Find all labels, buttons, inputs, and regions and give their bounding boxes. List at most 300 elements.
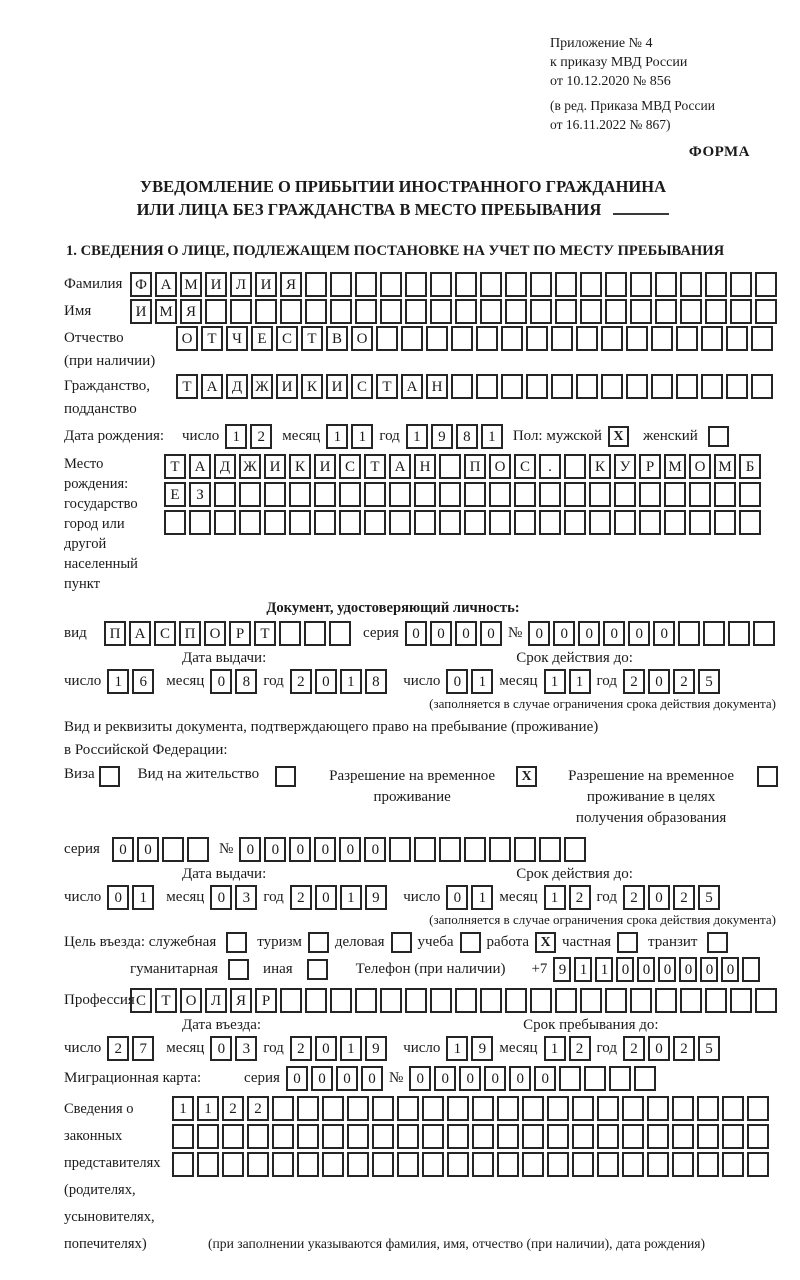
char-cell[interactable]: 0 — [405, 621, 427, 646]
char-cell[interactable]: 0 — [484, 1066, 506, 1091]
char-cell[interactable] — [464, 837, 486, 862]
char-cell[interactable] — [264, 482, 286, 507]
char-cell[interactable]: 1 — [326, 424, 348, 449]
char-cell[interactable]: Ж — [251, 374, 273, 399]
char-cell[interactable]: 0 — [314, 837, 336, 862]
char-cell[interactable] — [739, 482, 761, 507]
checkbox-visa[interactable] — [99, 766, 120, 787]
char-cell[interactable] — [347, 1152, 369, 1177]
char-cell[interactable] — [376, 326, 398, 351]
char-cell[interactable]: 1 — [544, 669, 566, 694]
char-cell[interactable] — [455, 299, 477, 324]
char-cell[interactable] — [405, 299, 427, 324]
char-cell[interactable]: Т — [176, 374, 198, 399]
char-cell[interactable] — [622, 1124, 644, 1149]
char-cell[interactable] — [455, 272, 477, 297]
char-cell[interactable] — [705, 299, 727, 324]
char-cell[interactable] — [747, 1124, 769, 1149]
char-cell[interactable] — [601, 326, 623, 351]
char-cell[interactable] — [747, 1152, 769, 1177]
char-cell[interactable]: 9 — [553, 957, 571, 982]
char-cell[interactable] — [297, 1124, 319, 1149]
char-cell[interactable] — [347, 1096, 369, 1121]
char-cell[interactable] — [497, 1152, 519, 1177]
char-cell[interactable] — [397, 1096, 419, 1121]
char-cell[interactable] — [197, 1152, 219, 1177]
char-cell[interactable] — [339, 482, 361, 507]
char-cell[interactable]: В — [326, 326, 348, 351]
char-cell[interactable] — [726, 326, 748, 351]
char-cell[interactable] — [214, 482, 236, 507]
char-cell[interactable] — [414, 510, 436, 535]
char-cell[interactable]: 0 — [509, 1066, 531, 1091]
char-cell[interactable]: 0 — [637, 957, 655, 982]
char-cell[interactable] — [472, 1152, 494, 1177]
char-cell[interactable] — [162, 837, 184, 862]
char-cell[interactable]: А — [389, 454, 411, 479]
char-cell[interactable]: 7 — [132, 1036, 154, 1061]
char-cell[interactable]: У — [614, 454, 636, 479]
char-cell[interactable] — [597, 1124, 619, 1149]
char-cell[interactable] — [214, 510, 236, 535]
char-cell[interactable] — [705, 272, 727, 297]
char-cell[interactable]: 2 — [673, 1036, 695, 1061]
char-cell[interactable] — [239, 482, 261, 507]
char-cell[interactable]: И — [255, 272, 277, 297]
char-cell[interactable] — [589, 510, 611, 535]
char-cell[interactable] — [664, 482, 686, 507]
char-cell[interactable]: М — [714, 454, 736, 479]
char-cell[interactable] — [514, 510, 536, 535]
char-cell[interactable] — [430, 272, 452, 297]
char-cell[interactable] — [339, 510, 361, 535]
char-cell[interactable] — [564, 510, 586, 535]
char-cell[interactable] — [279, 621, 301, 646]
char-cell[interactable] — [289, 510, 311, 535]
char-cell[interactable] — [589, 482, 611, 507]
char-cell[interactable] — [530, 299, 552, 324]
char-cell[interactable] — [714, 482, 736, 507]
char-cell[interactable] — [426, 326, 448, 351]
char-cell[interactable]: С — [276, 326, 298, 351]
char-cell[interactable]: М — [155, 299, 177, 324]
char-cell[interactable]: 0 — [653, 621, 675, 646]
char-cell[interactable]: А — [155, 272, 177, 297]
char-cell[interactable]: 5 — [698, 669, 720, 694]
char-cell[interactable] — [472, 1096, 494, 1121]
char-cell[interactable] — [680, 988, 702, 1013]
char-cell[interactable] — [705, 988, 727, 1013]
char-cell[interactable] — [451, 326, 473, 351]
char-cell[interactable] — [355, 299, 377, 324]
char-cell[interactable] — [755, 988, 777, 1013]
char-cell[interactable]: 8 — [456, 424, 478, 449]
char-cell[interactable]: 0 — [361, 1066, 383, 1091]
char-cell[interactable]: Н — [426, 374, 448, 399]
char-cell[interactable]: М — [180, 272, 202, 297]
char-cell[interactable] — [630, 988, 652, 1013]
char-cell[interactable] — [701, 374, 723, 399]
char-cell[interactable] — [297, 1096, 319, 1121]
char-cell[interactable] — [380, 272, 402, 297]
char-cell[interactable]: 0 — [534, 1066, 556, 1091]
char-cell[interactable] — [576, 374, 598, 399]
char-cell[interactable]: Д — [214, 454, 236, 479]
char-cell[interactable] — [480, 988, 502, 1013]
char-cell[interactable] — [255, 299, 277, 324]
char-cell[interactable]: 3 — [235, 1036, 257, 1061]
char-cell[interactable] — [464, 482, 486, 507]
char-cell[interactable] — [347, 1124, 369, 1149]
char-cell[interactable] — [355, 272, 377, 297]
char-cell[interactable] — [639, 510, 661, 535]
checkbox-temp-residence-edu[interactable] — [757, 766, 778, 787]
char-cell[interactable] — [655, 299, 677, 324]
char-cell[interactable] — [539, 837, 561, 862]
char-cell[interactable] — [614, 482, 636, 507]
char-cell[interactable] — [522, 1096, 544, 1121]
char-cell[interactable]: С — [130, 988, 152, 1013]
char-cell[interactable] — [172, 1124, 194, 1149]
char-cell[interactable]: Р — [229, 621, 251, 646]
checkbox-purpose-official[interactable] — [226, 932, 247, 953]
char-cell[interactable] — [680, 299, 702, 324]
char-cell[interactable] — [401, 326, 423, 351]
char-cell[interactable] — [751, 326, 773, 351]
char-cell[interactable] — [464, 510, 486, 535]
char-cell[interactable]: 8 — [235, 669, 257, 694]
char-cell[interactable] — [397, 1124, 419, 1149]
char-cell[interactable] — [730, 988, 752, 1013]
char-cell[interactable] — [689, 482, 711, 507]
char-cell[interactable] — [630, 272, 652, 297]
char-cell[interactable]: 2 — [107, 1036, 129, 1061]
char-cell[interactable] — [714, 510, 736, 535]
char-cell[interactable] — [664, 510, 686, 535]
char-cell[interactable] — [672, 1096, 694, 1121]
char-cell[interactable]: 1 — [225, 424, 247, 449]
char-cell[interactable] — [414, 837, 436, 862]
char-cell[interactable] — [701, 326, 723, 351]
char-cell[interactable]: 2 — [623, 669, 645, 694]
char-cell[interactable] — [514, 837, 536, 862]
char-cell[interactable] — [439, 837, 461, 862]
char-cell[interactable] — [572, 1152, 594, 1177]
char-cell[interactable] — [747, 1096, 769, 1121]
char-cell[interactable] — [289, 482, 311, 507]
char-cell[interactable] — [239, 510, 261, 535]
char-cell[interactable]: А — [189, 454, 211, 479]
char-cell[interactable]: К — [589, 454, 611, 479]
char-cell[interactable] — [626, 326, 648, 351]
char-cell[interactable] — [639, 482, 661, 507]
char-cell[interactable] — [372, 1124, 394, 1149]
char-cell[interactable] — [314, 510, 336, 535]
char-cell[interactable] — [447, 1152, 469, 1177]
checkbox-residence-permit[interactable] — [275, 766, 296, 787]
char-cell[interactable]: 1 — [340, 885, 362, 910]
char-cell[interactable] — [622, 1152, 644, 1177]
char-cell[interactable]: 1 — [446, 1036, 468, 1061]
char-cell[interactable] — [476, 326, 498, 351]
char-cell[interactable]: 0 — [628, 621, 650, 646]
char-cell[interactable]: Н — [414, 454, 436, 479]
char-cell[interactable] — [551, 326, 573, 351]
char-cell[interactable]: Я — [230, 988, 252, 1013]
char-cell[interactable] — [172, 1152, 194, 1177]
char-cell[interactable]: 2 — [290, 669, 312, 694]
char-cell[interactable]: 2 — [623, 885, 645, 910]
char-cell[interactable] — [676, 374, 698, 399]
char-cell[interactable] — [651, 326, 673, 351]
char-cell[interactable]: П — [464, 454, 486, 479]
char-cell[interactable]: 0 — [239, 837, 261, 862]
char-cell[interactable]: О — [489, 454, 511, 479]
char-cell[interactable]: Т — [155, 988, 177, 1013]
char-cell[interactable]: 0 — [210, 1036, 232, 1061]
char-cell[interactable]: П — [179, 621, 201, 646]
char-cell[interactable]: О — [689, 454, 711, 479]
char-cell[interactable] — [305, 299, 327, 324]
char-cell[interactable]: 0 — [315, 669, 337, 694]
checkbox-sex-female[interactable] — [708, 426, 729, 447]
char-cell[interactable] — [501, 326, 523, 351]
char-cell[interactable]: 2 — [673, 669, 695, 694]
char-cell[interactable]: 3 — [235, 885, 257, 910]
char-cell[interactable]: 1 — [544, 885, 566, 910]
char-cell[interactable] — [751, 374, 773, 399]
char-cell[interactable]: 1 — [197, 1096, 219, 1121]
char-cell[interactable]: Т — [376, 374, 398, 399]
char-cell[interactable] — [505, 299, 527, 324]
char-cell[interactable] — [297, 1152, 319, 1177]
char-cell[interactable] — [539, 510, 561, 535]
char-cell[interactable]: 1 — [595, 957, 613, 982]
char-cell[interactable] — [422, 1096, 444, 1121]
char-cell[interactable]: 0 — [679, 957, 697, 982]
char-cell[interactable] — [455, 988, 477, 1013]
char-cell[interactable] — [564, 837, 586, 862]
char-cell[interactable] — [355, 988, 377, 1013]
char-cell[interactable] — [389, 837, 411, 862]
char-cell[interactable]: 0 — [553, 621, 575, 646]
char-cell[interactable] — [505, 988, 527, 1013]
char-cell[interactable]: 1 — [172, 1096, 194, 1121]
char-cell[interactable] — [405, 988, 427, 1013]
char-cell[interactable] — [697, 1096, 719, 1121]
char-cell[interactable] — [164, 510, 186, 535]
char-cell[interactable]: 1 — [340, 669, 362, 694]
char-cell[interactable] — [247, 1152, 269, 1177]
char-cell[interactable] — [601, 374, 623, 399]
char-cell[interactable]: 0 — [480, 621, 502, 646]
char-cell[interactable]: 0 — [264, 837, 286, 862]
char-cell[interactable]: 9 — [365, 885, 387, 910]
char-cell[interactable]: 0 — [210, 885, 232, 910]
char-cell[interactable]: О — [180, 988, 202, 1013]
char-cell[interactable] — [439, 482, 461, 507]
char-cell[interactable]: 0 — [528, 621, 550, 646]
char-cell[interactable] — [414, 482, 436, 507]
char-cell[interactable] — [389, 510, 411, 535]
char-cell[interactable]: 1 — [574, 957, 592, 982]
char-cell[interactable] — [726, 374, 748, 399]
char-cell[interactable]: И — [130, 299, 152, 324]
char-cell[interactable] — [651, 374, 673, 399]
char-cell[interactable]: О — [204, 621, 226, 646]
char-cell[interactable] — [655, 988, 677, 1013]
char-cell[interactable] — [322, 1152, 344, 1177]
char-cell[interactable] — [264, 510, 286, 535]
char-cell[interactable] — [526, 374, 548, 399]
char-cell[interactable] — [189, 510, 211, 535]
char-cell[interactable]: 0 — [289, 837, 311, 862]
char-cell[interactable] — [605, 988, 627, 1013]
char-cell[interactable] — [605, 299, 627, 324]
char-cell[interactable] — [564, 482, 586, 507]
char-cell[interactable]: 0 — [286, 1066, 308, 1091]
char-cell[interactable] — [539, 482, 561, 507]
char-cell[interactable] — [730, 272, 752, 297]
char-cell[interactable]: 2 — [290, 885, 312, 910]
checkbox-purpose-work[interactable]: X — [535, 932, 556, 953]
char-cell[interactable]: С — [351, 374, 373, 399]
checkbox-temp-residence[interactable]: X — [516, 766, 537, 787]
char-cell[interactable] — [526, 326, 548, 351]
char-cell[interactable]: 5 — [698, 1036, 720, 1061]
char-cell[interactable]: П — [104, 621, 126, 646]
char-cell[interactable] — [689, 510, 711, 535]
char-cell[interactable] — [622, 1096, 644, 1121]
checkbox-purpose-business[interactable] — [391, 932, 412, 953]
char-cell[interactable]: Р — [639, 454, 661, 479]
char-cell[interactable]: И — [205, 272, 227, 297]
char-cell[interactable] — [742, 957, 760, 982]
char-cell[interactable]: . — [539, 454, 561, 479]
char-cell[interactable] — [576, 326, 598, 351]
char-cell[interactable]: 0 — [364, 837, 386, 862]
char-cell[interactable] — [439, 454, 461, 479]
char-cell[interactable] — [597, 1096, 619, 1121]
char-cell[interactable] — [305, 272, 327, 297]
char-cell[interactable] — [647, 1096, 669, 1121]
char-cell[interactable] — [489, 510, 511, 535]
char-cell[interactable]: С — [514, 454, 536, 479]
char-cell[interactable] — [247, 1124, 269, 1149]
char-cell[interactable] — [555, 299, 577, 324]
char-cell[interactable]: 1 — [544, 1036, 566, 1061]
char-cell[interactable]: 0 — [455, 621, 477, 646]
char-cell[interactable] — [305, 988, 327, 1013]
char-cell[interactable] — [614, 510, 636, 535]
char-cell[interactable]: Е — [251, 326, 273, 351]
char-cell[interactable]: 1 — [132, 885, 154, 910]
char-cell[interactable] — [447, 1096, 469, 1121]
char-cell[interactable] — [372, 1096, 394, 1121]
char-cell[interactable]: 9 — [471, 1036, 493, 1061]
char-cell[interactable]: 0 — [137, 837, 159, 862]
char-cell[interactable]: И — [326, 374, 348, 399]
char-cell[interactable] — [697, 1124, 719, 1149]
char-cell[interactable]: 0 — [112, 837, 134, 862]
char-cell[interactable]: 1 — [471, 669, 493, 694]
char-cell[interactable] — [272, 1124, 294, 1149]
char-cell[interactable]: К — [301, 374, 323, 399]
char-cell[interactable] — [380, 988, 402, 1013]
char-cell[interactable] — [522, 1152, 544, 1177]
char-cell[interactable] — [722, 1124, 744, 1149]
char-cell[interactable]: Т — [364, 454, 386, 479]
char-cell[interactable] — [514, 482, 536, 507]
char-cell[interactable] — [330, 988, 352, 1013]
char-cell[interactable] — [597, 1152, 619, 1177]
char-cell[interactable] — [530, 272, 552, 297]
char-cell[interactable] — [222, 1152, 244, 1177]
char-cell[interactable] — [476, 374, 498, 399]
char-cell[interactable] — [547, 1152, 569, 1177]
char-cell[interactable]: 0 — [446, 885, 468, 910]
char-cell[interactable]: 1 — [406, 424, 428, 449]
char-cell[interactable]: 0 — [446, 669, 468, 694]
char-cell[interactable]: 0 — [430, 621, 452, 646]
char-cell[interactable]: 2 — [247, 1096, 269, 1121]
char-cell[interactable]: С — [154, 621, 176, 646]
char-cell[interactable] — [655, 272, 677, 297]
char-cell[interactable]: 0 — [210, 669, 232, 694]
char-cell[interactable]: 2 — [250, 424, 272, 449]
checkbox-purpose-other[interactable] — [307, 959, 328, 980]
char-cell[interactable]: 1 — [569, 669, 591, 694]
char-cell[interactable] — [330, 299, 352, 324]
char-cell[interactable] — [280, 299, 302, 324]
char-cell[interactable] — [672, 1124, 694, 1149]
char-cell[interactable]: 6 — [132, 669, 154, 694]
char-cell[interactable] — [480, 299, 502, 324]
char-cell[interactable] — [272, 1096, 294, 1121]
char-cell[interactable] — [739, 510, 761, 535]
char-cell[interactable] — [551, 374, 573, 399]
char-cell[interactable] — [422, 1152, 444, 1177]
char-cell[interactable] — [609, 1066, 631, 1091]
char-cell[interactable] — [605, 272, 627, 297]
char-cell[interactable] — [497, 1124, 519, 1149]
char-cell[interactable]: 0 — [315, 1036, 337, 1061]
char-cell[interactable]: Ф — [130, 272, 152, 297]
char-cell[interactable]: 2 — [569, 1036, 591, 1061]
char-cell[interactable]: 1 — [481, 424, 503, 449]
char-cell[interactable] — [564, 454, 586, 479]
char-cell[interactable] — [205, 299, 227, 324]
char-cell[interactable]: З — [189, 482, 211, 507]
char-cell[interactable]: К — [289, 454, 311, 479]
char-cell[interactable] — [580, 299, 602, 324]
char-cell[interactable] — [505, 272, 527, 297]
char-cell[interactable] — [555, 988, 577, 1013]
char-cell[interactable] — [730, 299, 752, 324]
char-cell[interactable] — [647, 1124, 669, 1149]
char-cell[interactable]: Ч — [226, 326, 248, 351]
char-cell[interactable]: А — [401, 374, 423, 399]
char-cell[interactable] — [480, 272, 502, 297]
char-cell[interactable]: Т — [201, 326, 223, 351]
char-cell[interactable]: И — [276, 374, 298, 399]
checkbox-purpose-humanitarian[interactable] — [228, 959, 249, 980]
char-cell[interactable] — [322, 1124, 344, 1149]
char-cell[interactable] — [430, 988, 452, 1013]
char-cell[interactable]: 8 — [365, 669, 387, 694]
char-cell[interactable]: 0 — [648, 885, 670, 910]
char-cell[interactable] — [472, 1124, 494, 1149]
